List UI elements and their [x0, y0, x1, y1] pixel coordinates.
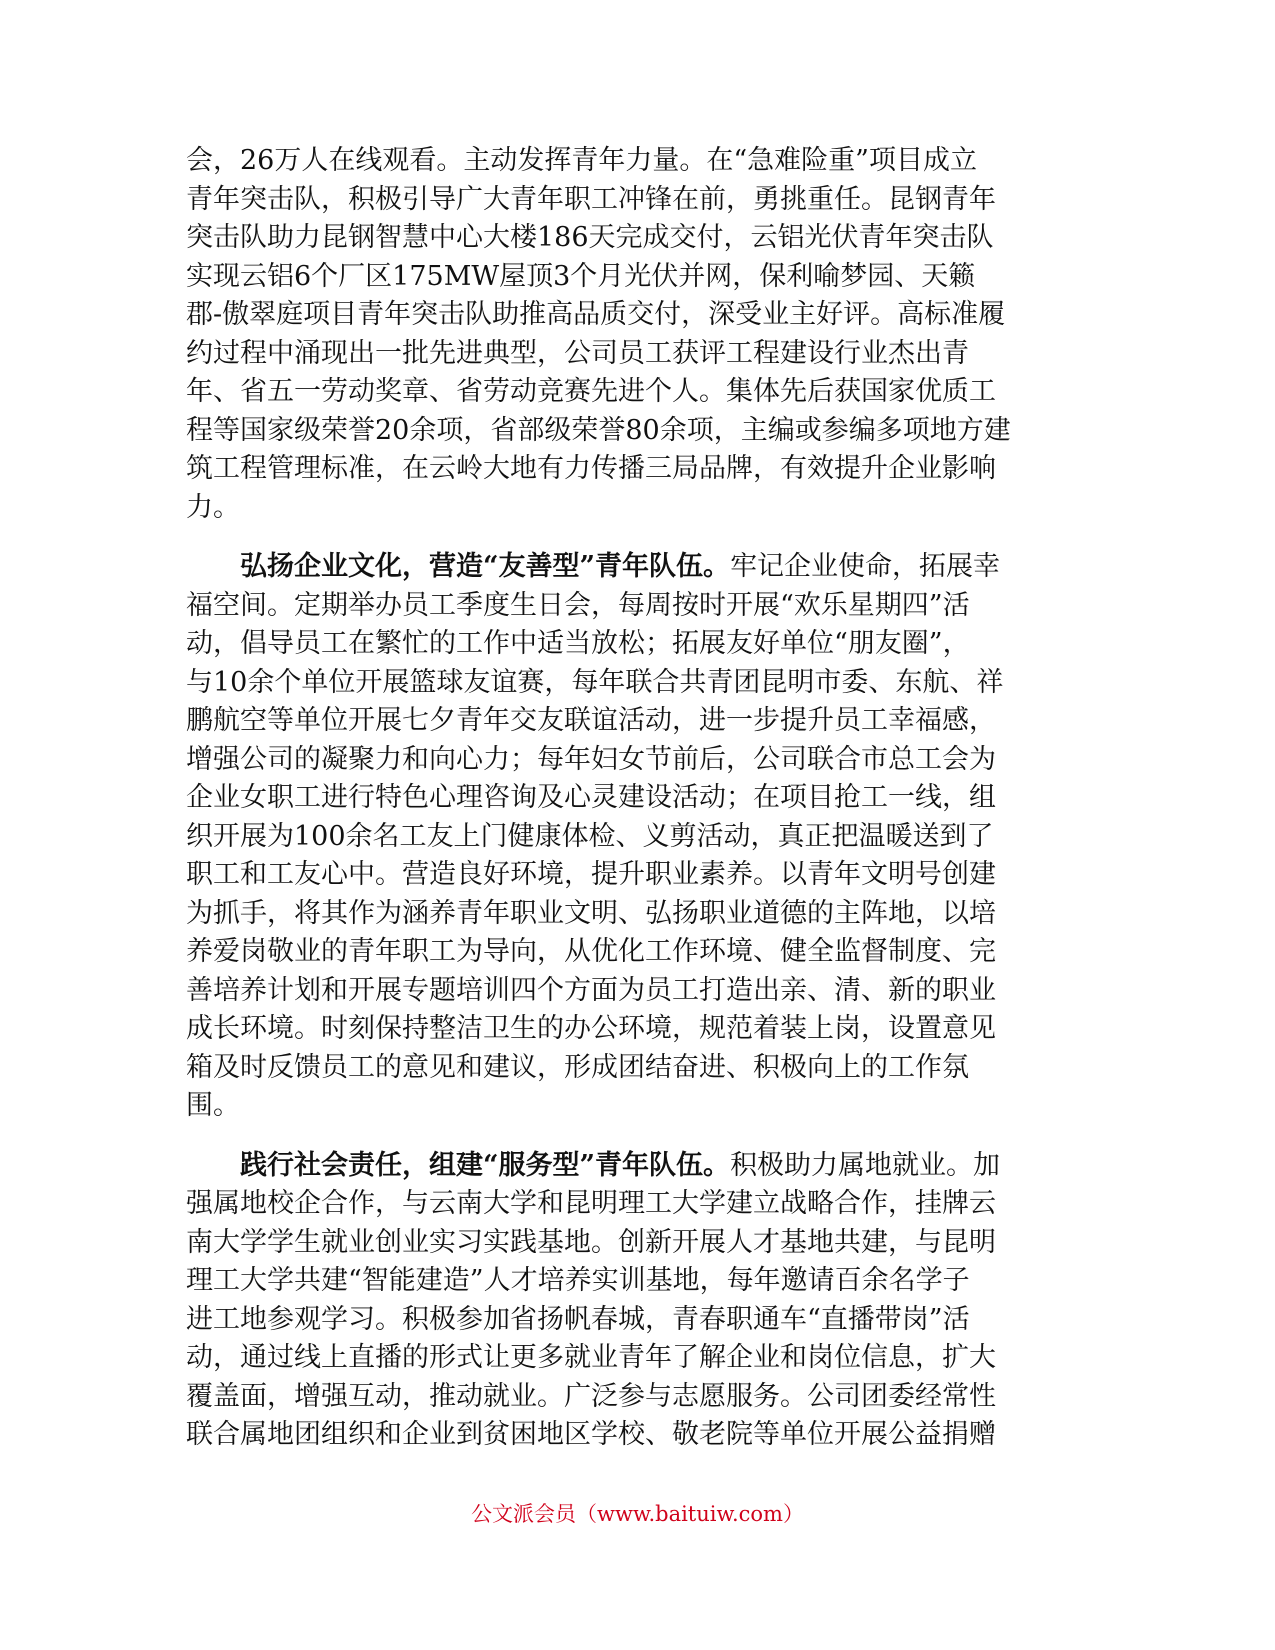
text-line: 企业女职工进行特色心理咨询及心灵建设活动；在项目抢工一线，组: [186, 782, 996, 813]
text-line: 箱及时反馈员工的意见和建议，形成团结奋进、积极向上的工作氛: [186, 1051, 969, 1083]
paragraph-1: [186, 142, 1086, 527]
text-line: 善培养计划和开展专题培训四个方面为员工打造出亲、清、新的职业: [186, 974, 996, 1006]
paragraph-heading: 弘扬企业文化，营造“友善型”青年队伍。: [240, 551, 731, 582]
text-line: 理工大学共建“智能建造”人才培养实训基地，每年邀请百余名学子: [186, 1265, 970, 1296]
text-line: 郡-傲翠庭项目青年突击队助推高品质交付，深受业主好评。高标准履: [186, 299, 1006, 330]
text-line: 联合属地团组织和企业到贫困地区学校、敬老院等单位开展公益捐赠: [186, 1419, 996, 1450]
footer-watermark-link[interactable]: 公文派会员（www.baituiw.com）: [471, 1502, 804, 1526]
text-line: 突击队助力昆钢智慧中心大楼186天完成交付，云铝光伏青年突击队: [186, 222, 994, 253]
text-line: 与10余个单位开展篮球友谊赛，每年联合共青团昆明市委、东航、祥: [186, 666, 1004, 698]
text-line: 成长环境。时刻保持整洁卫生的办公环境，规范着装上岗，设置意见: [186, 1013, 996, 1044]
text-line: 为抓手，将其作为涵养青年职业文明、弘扬职业道德的主阵地，以培: [186, 897, 996, 929]
text-line: [186, 548, 1086, 587]
paragraph-heading: 践行社会责任，组建“服务型”青年队伍。: [240, 1149, 731, 1181]
paragraph-2: [186, 548, 1086, 1126]
document-body: [186, 142, 1086, 1455]
text-line: 实现云铝6个厂区175MW屋顶3个月光伏并网，保利喻梦园、天籁: [186, 260, 976, 292]
text-line: 进工地参观学习。积极参加省扬帆春城，青春职通车“直播带岗”活: [186, 1303, 970, 1335]
text-line: 覆盖面，增强互动，推动就业。广泛参与志愿服务。公司团委经常性: [186, 1380, 996, 1412]
text-run: 积极助力属地就业。加: [730, 1149, 1001, 1181]
paragraph-spacer: [186, 1126, 1086, 1147]
text-line: 鹏航空等单位开展七夕青年交友联谊活动，进一步提升员工幸福感，: [186, 705, 996, 736]
paragraph-3: [186, 1147, 1086, 1455]
text-line: 动，倡导员工在繁忙的工作中适当放松；拓展友好单位“朋友圈”，: [186, 628, 970, 659]
text-line: 筑工程管理标准，在云岭大地有力传播三局品牌，有效提升企业影响: [186, 453, 996, 484]
text-line: 织开展为100余名工友上门健康体检、义剪活动，真正把温暖送到了: [186, 820, 994, 852]
text-line: 南大学学生就业创业实习实践基地。创新开展人才基地共建，与昆明: [186, 1226, 996, 1258]
text-line: 会，26万人在线观看。主动发挥青年力量。在“急难险重”项目成立: [186, 145, 977, 176]
text-line: 增强公司的凝聚力和向心力；每年妇女节前后，公司联合市总工会为: [186, 743, 996, 775]
text-line: 青年突击队，积极引导广大青年职工冲锋在前，勇挑重任。昆钢青年: [186, 183, 996, 215]
text-line: 养爱岗敬业的青年职工为导向，从优化工作环境、健全监督制度、完: [186, 936, 996, 967]
text-line: 程等国家级荣誉20余项，省部级荣誉80余项，主编或参编多项地方建: [186, 414, 1011, 446]
text-line: 动，通过线上直播的形式让更多就业青年了解企业和岗位信息，扩大: [186, 1342, 996, 1373]
text-line: 年、省五一劳动奖章、省劳动竞赛先进个人。集体先后获国家优质工: [186, 376, 996, 407]
text-line: 福空间。定期举办员工季度生日会，每周按时开展“欢乐星期四”活: [186, 589, 970, 621]
text-line: 约过程中涌现出一批先进典型，公司员工获评工程建设行业杰出青: [186, 337, 969, 369]
paragraph-spacer: [186, 527, 1086, 548]
text-line: 强属地校企合作，与云南大学和昆明理工大学建立战略合作，挂牌云: [186, 1188, 996, 1219]
text-line: 职工和工友心中。营造良好环境，提升职业素养。以青年文明号创建: [186, 859, 996, 890]
text-line: 围。: [186, 1090, 240, 1121]
text-line: 力。: [186, 491, 240, 523]
text-line: [186, 1147, 1086, 1186]
text-run: 牢记企业使命，拓展幸: [730, 551, 1001, 582]
